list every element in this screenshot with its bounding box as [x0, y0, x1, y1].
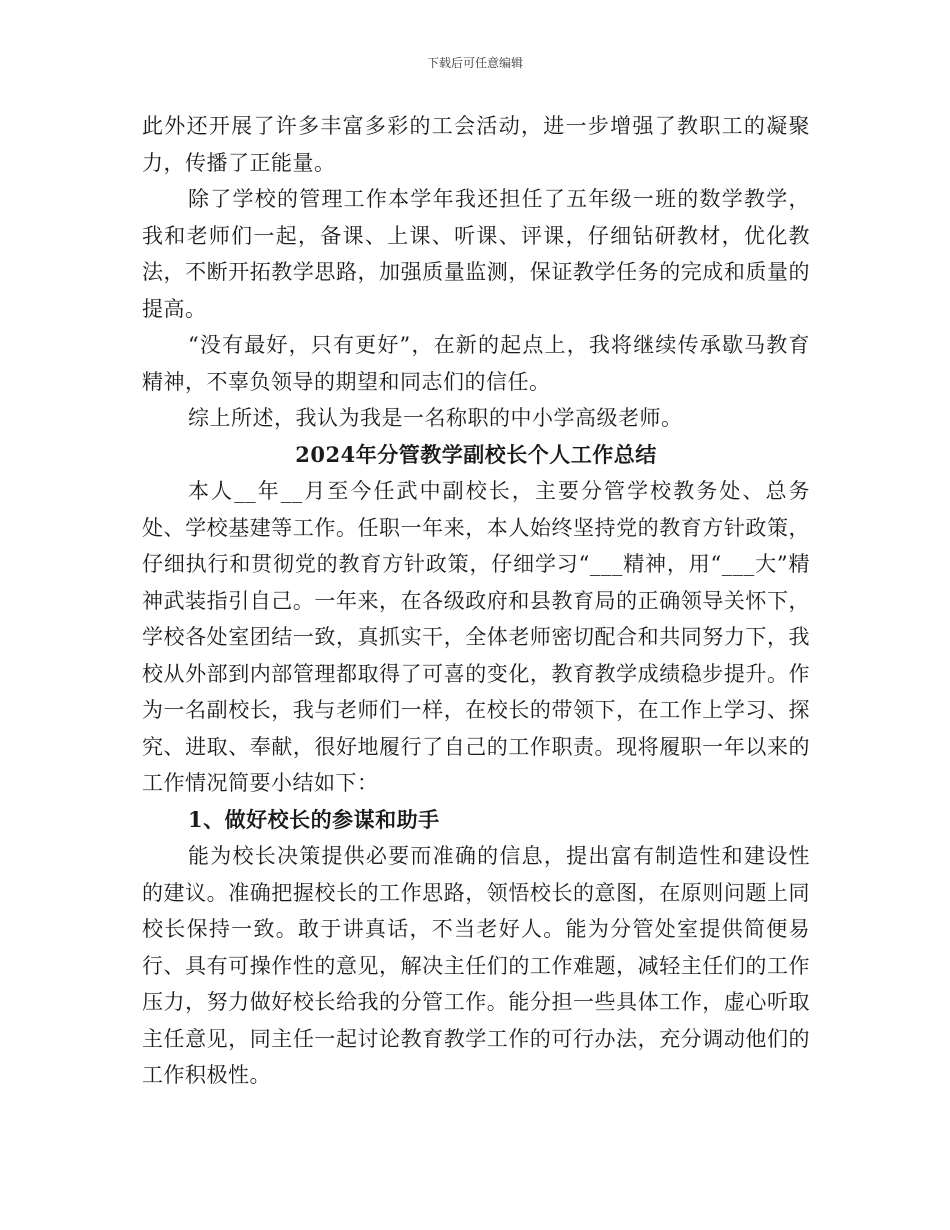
paragraph-introduction: 本人__年__月至今任武中副校长，主要分管学校教务处、总务处、学校基建等工作。任职一年来，本人始终坚持党的教育方针政策，仔细执行和贯彻党的教育方针政策，仔细学习“___精神，用“___大”精神武装指引自己。一年来，在各级政府和县教育局的正确领导关怀下，学校各处室团结一致，真抓实干，全体老师密切配合和共同努力下，我校从外部到内部管理都取得了可喜的变化，教育教学成绩稳步提升。作为一名副校长，我与老师们一样，在校长的带领下，在工作上学习、探究、进取、奉献，很好地履行了自己的工作职责。现将履职一年以来的工作情况简要小结如下： [142, 479, 810, 795]
page-header: 下载后可任意编辑 [426, 56, 523, 70]
document-body [142, 108, 810, 1094]
section-heading-1: 1、做好校长的参谋和助手 [188, 806, 440, 832]
document-title: 2024年分管教学副校长个人工作总结 [295, 441, 657, 467]
paragraph-math-teaching: 除了学校的管理工作本学年我还担任了五年级一班的数学教学，我和老师们一起，备课、上课、听课、评课，仔细钻研教材，优化教法，不断开拓教学思路，加强质量监测，保证教学任务的完成和质量的提高。 [142, 187, 810, 321]
paragraph-union-activities: 此外还开展了许多丰富多彩的工会活动，进一步增强了教职工的凝聚力，传播了正能量。 [142, 114, 810, 175]
paragraph-principal-advisor: 能为校长决策提供必要而准确的信息，提出富有制造性和建设性的建议。准确把握校长的工作思路，领悟校长的意图，在原则问题上同校长保持一致。敢于讲真话，不当老好人。能为分管处室提供简便易行、具有可操作性的意见，解决主任们的工作难题，减轻主任们的工作压力，努力做好校长给我的分管工作。能分担一些具体工作，虚心听取主任意见，同主任一起讨论教育教学工作的可行办法，充分调动他们的工作积极性。 [142, 844, 810, 1087]
paragraph-conclusion: 综上所述，我认为我是一名称职的中小学高级老师。 [188, 406, 683, 430]
paragraph-better-quote: “没有最好，只有更好”，在新的起点上，我将继续传承歇马教育精神，不辜负领导的期望和同志们的信任。 [142, 333, 810, 394]
